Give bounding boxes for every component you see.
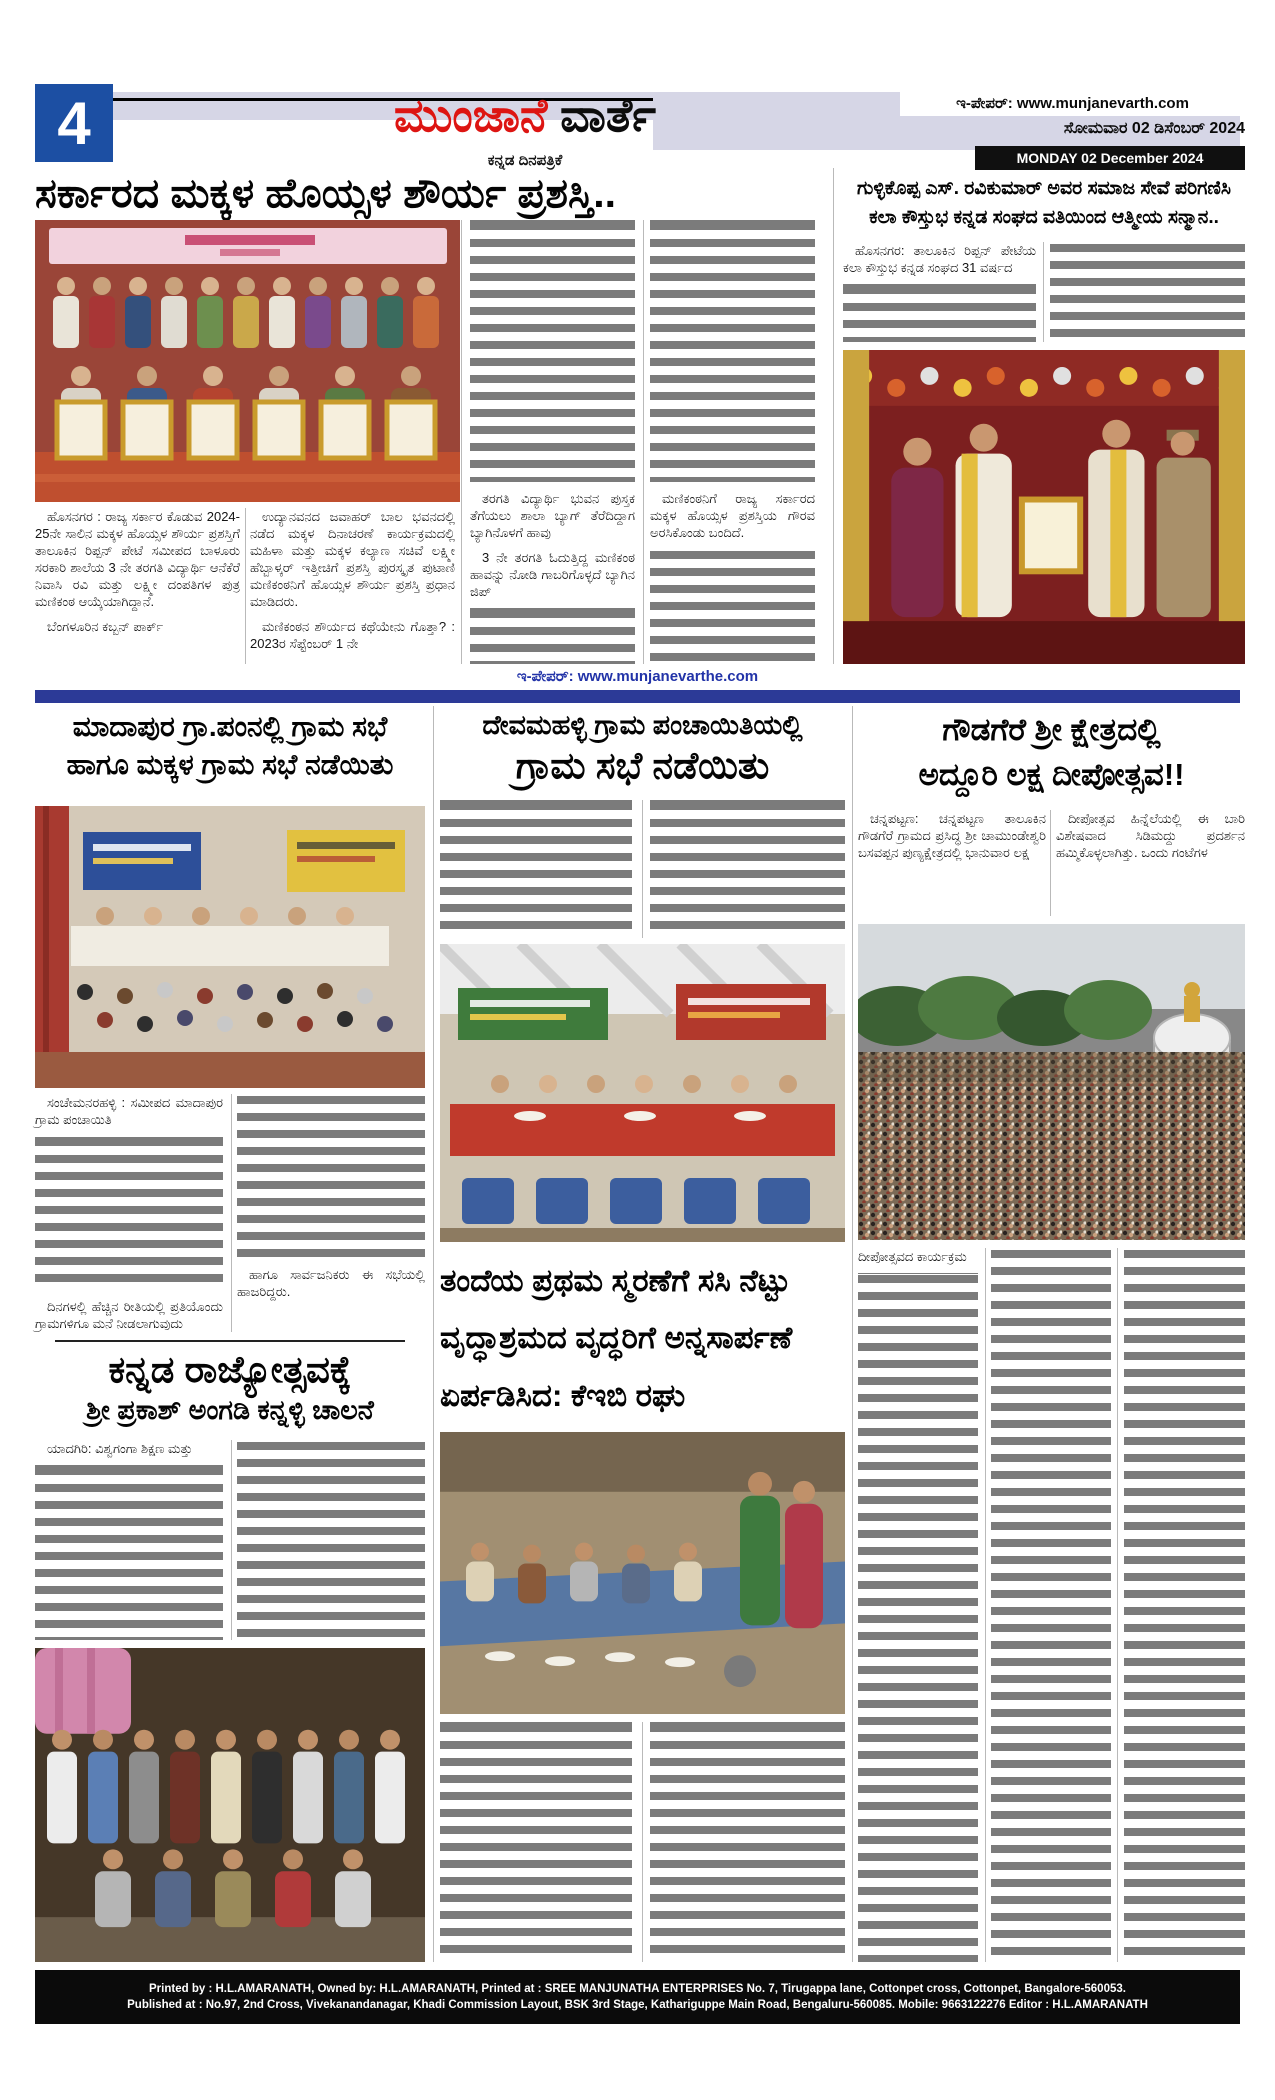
body-text-greeked xyxy=(237,1440,425,1640)
epaper-url-label: ಇ-ಪೇಪರ್: www.munjanevarth.com xyxy=(900,90,1245,116)
gowdagere-para3: ದೀಪೋತ್ಸವದ ಕಾರ್ಯಕ್ರಮ xyxy=(858,1249,967,1264)
body-text-greeked xyxy=(470,608,635,664)
gowdagere-lower-column-2 xyxy=(991,1248,1111,1962)
devamahalli-headline xyxy=(440,708,845,789)
ravikumar-column-1 xyxy=(843,242,1036,342)
mid-epaper-banner-text: ಇ-ಪೇಪರ್: www.munjanevarthe.com xyxy=(516,668,759,685)
ravikumar-headline xyxy=(843,174,1245,233)
body-text-greeked xyxy=(843,284,1036,342)
imprint-line2: Published at : No.97, 2nd Cross, Vivekanandanagar, Khadi Commission Layout, BSK 3rd Stage, Kathariguppe Main Road, Bengaluru-560085. Mobile: 9663122276 Editor : H.L.AMARANATH xyxy=(127,1999,1148,2011)
masthead-title-black: ವಾರ್ತೆ xyxy=(547,89,656,141)
body-text-greeked xyxy=(35,1465,223,1640)
lead-col-a-para2: ಬೆಂಗಳೂರಿನ ಕಬ್ಬನ್ ಪಾರ್ಕ್ xyxy=(47,619,164,634)
lead-col-b-para2: ಮಣಿಕಂಠನ ಶೌರ್ಯದ ಕಥೆಯೇನು ಗೊತ್ತಾ? : 2023ರ ಸೆಪ್ಟೆಂಬರ್ 1 ನೇ xyxy=(250,619,455,651)
madapura-column-2 xyxy=(237,1094,425,1332)
thandeya-headline xyxy=(440,1252,845,1424)
madapura-ending1: ದಿನಗಳಲ್ಲಿ ಹೆಚ್ಚಿನ ರೀತಿಯಲ್ಲಿ ಪ್ರತಿಯೊಂದು ಗ್ರಾಮಗಳಿಗೂ ಮನೆ ನೀಡಲಾಗುವುದು xyxy=(35,1299,223,1331)
column-divider xyxy=(1117,1248,1118,1962)
column-divider xyxy=(461,220,462,664)
column-divider xyxy=(1050,810,1051,916)
date-english: MONDAY 02 December 2024 xyxy=(975,146,1245,170)
article-rule xyxy=(55,1340,405,1342)
body-text-greeked xyxy=(1050,242,1245,342)
ravikumar-headline-line1: ಗುಳ್ಳಿಕೊಪ್ಪ ಎಸ್. ರವಿಕುಮಾರ್ ಅವರ ಸಮಾಜ ಸೇವೆ ಪರಿಗಣಿಸಿ xyxy=(857,178,1231,199)
body-text-greeked xyxy=(991,1248,1111,1962)
gowdagere-headline-line2: ಅದ್ದೂರಿ ಲಕ್ಷ ದೀಪೋತ್ಸವ!! xyxy=(918,756,1185,792)
lead-column-d xyxy=(650,220,815,664)
body-text-greeked xyxy=(440,800,632,938)
body-text-greeked xyxy=(650,800,845,938)
thandeya-headline-line2: ವೃದ್ಧಾಶ್ರಮದ ವೃದ್ಧರಿಗೆ ಅನ್ನಸಾರ್ಪಣೆ xyxy=(440,1320,793,1356)
festival-crowd-illustration xyxy=(858,924,1245,1240)
lead-column-a xyxy=(35,508,240,664)
lead-photo xyxy=(35,220,460,502)
column-divider xyxy=(231,1440,232,1640)
ravikumar-para1: ಹೊಸನಗರ: ತಾಲೂಕಿನ ರಿಪ್ಪನ್ ಪೇಟೆಯ ಕಲಾ ಕೌಸ್ತುಭ ಕನ್ನಡ ಸಂಘದ 31 ವರ್ಷದ xyxy=(843,243,1036,275)
group-photo-illustration xyxy=(35,1648,425,1962)
column-divider xyxy=(643,220,644,664)
body-text-greeked xyxy=(35,1136,223,1290)
body-text-greeked xyxy=(470,220,635,482)
food-serving-illustration xyxy=(440,1432,845,1714)
madapura-headline-line2: ಹಾಗೂ ಮಕ್ಕಳ ಗ್ರಾಮ ಸಭೆ ನಡೆಯಿತು xyxy=(66,748,394,780)
thandeya-column-1 xyxy=(440,1722,632,1962)
thandeya-headline-line1: ತಂದೆಯ ಪ್ರಥಮ ಸ್ಮರಣೆಗೆ ಸಸಿ ನೆಟ್ಟು xyxy=(440,1263,791,1298)
standing-row xyxy=(47,1730,405,1844)
award-ceremony-illustration xyxy=(843,350,1245,664)
rajyotsava-column-1 xyxy=(35,1440,223,1640)
rajyotsava-headline-line1: ಕನ್ನಡ ರಾಜ್ಯೋತ್ಸವಕ್ಕೆ xyxy=(108,1349,352,1390)
lead-column-c xyxy=(470,220,635,664)
devamahalli-headline-line1: ದೇವಮಹಳ್ಳಿ ಗ್ರಾಮ ಪಂಚಾಯಿತಿಯಲ್ಲಿ xyxy=(482,710,803,740)
devamahalli-column-1 xyxy=(440,800,632,938)
trees xyxy=(858,976,1152,1046)
thandeya-headline-line3: ಏರ್ಪಡಿಸಿದ: ಕೆಇಬಿ ರಘು xyxy=(440,1377,686,1413)
gowdagere-photo xyxy=(858,924,1245,1240)
madapura-column-1 xyxy=(35,1094,223,1332)
body-text-greeked xyxy=(858,1273,978,1962)
madapura-para1: ಸಂಚೇಮನರಹಳ್ಳಿ : ಸಮೀಪದ ಮಾದಾಪುರ ಗ್ರಾಮ ಪಂಚಾಯಿತಿ xyxy=(35,1095,223,1127)
body-text-greeked xyxy=(237,1094,425,1258)
column-divider xyxy=(1043,242,1044,342)
ravikumar-headline-line2: ಕಲಾ ಕೌಸ್ತುಭ ಕನ್ನಡ ಸಂಘದ ವತಿಯಿಂದ ಆತ್ಮೀಯ ಸನ್ಮಾನ.. xyxy=(869,207,1219,229)
gowdagere-para1: ಚನ್ನಪಟ್ಟಣ: ಚನ್ನಪಟ್ಟಣ ತಾಲೂಕಿನ ಗೌಡಗೆರೆ ಗ್ರಾಮದ ಪ್ರಸಿದ್ಧ ಶ್ರೀ ಚಾಮುಂಡೇಶ್ವರಿ ಬಸವಪ್ಪನ ಪುಣ್ಯಕ್ಷೇತ್ರದಲ್ಲಿ ಭಾನುವಾರ ಲಕ್ಷ xyxy=(858,811,1046,860)
gowdagere-column-1 xyxy=(858,810,1046,916)
page-number-box xyxy=(35,84,113,162)
grama-sabha-illustration xyxy=(440,944,845,1242)
masthead-title xyxy=(310,89,740,141)
rajyotsava-photo xyxy=(35,1648,425,1962)
section-divider xyxy=(852,706,853,1962)
rajyotsava-headline xyxy=(35,1348,425,1429)
madapura-headline-line1: ಮಾದಾಪುರ ಗ್ರಾ.ಪಂನಲ್ಲಿ ಗ್ರಾಮ ಸಭೆ xyxy=(72,711,388,742)
ravikumar-column-2 xyxy=(1050,242,1245,342)
lead-headline: ಸರ್ಕಾರದ ಮಕ್ಕಳ ಹೊಯ್ಸಳ ಶೌರ್ಯ ಪ್ರಶಸ್ತಿ.. xyxy=(35,170,617,216)
column-divider xyxy=(985,1248,986,1962)
column-divider xyxy=(231,1094,232,1332)
lead-col-c-para2: 3 ನೇ ತರಗತಿ ಓದುತ್ತಿದ್ದ ಮಣಿಕಂಠ ಹಾವನ್ನು ನೋಡಿ ಗಾಬರಿಗೊಳ್ಳದೆ ಬ್ಯಾಗಿನ ಜಿಪ್ xyxy=(470,550,635,599)
page-number: 4 xyxy=(57,89,91,157)
section-divider xyxy=(833,168,834,664)
rajyotsava-column-2 xyxy=(237,1440,425,1640)
madapura-photo xyxy=(35,806,425,1088)
gowdagere-column-2 xyxy=(1056,810,1245,916)
imprint-footer xyxy=(35,1970,1240,2024)
devamahalli-headline-line2: ಗ್ರಾಮ ಸಭೆ ನಡೆಯಿತು xyxy=(515,745,770,787)
ravikumar-photo xyxy=(843,350,1245,664)
rajyotsava-headline-line2: ಶ್ರೀ ಪ್ರಕಾಶ್ ಅಂಗಡಿ ಕನ್ನಳ್ಳಿ ಚಾಲನೆ xyxy=(86,1395,374,1426)
madapura-ending2: ಹಾಗೂ ಸಾರ್ವಜನಿಕರು ಈ ಸಭೆಯಲ್ಲಿ ಹಾಜರಿದ್ದರು. xyxy=(237,1267,425,1299)
thandeya-photo xyxy=(440,1432,845,1714)
lead-col-d-para1: ಮಣಿಕಂಠನಿಗೆ ರಾಜ್ಯ ಸರ್ಕಾರದ ಮಕ್ಕಳ ಹೊಯ್ಸಳ ಪ್ರಶಸ್ತಿಯ ಗೌರವ ಅರಸಿಕೊಂಡು ಬಂದಿದೆ. xyxy=(650,491,815,540)
village-meeting-illustration xyxy=(35,806,425,1088)
devamahalli-photo xyxy=(440,944,845,1242)
body-text-greeked xyxy=(1124,1248,1245,1962)
lead-col-a-para1: ಹೊಸನಗರ : ರಾಜ್ಯ ಸರ್ಕಾರ ಕೊಡುವ 2024-25ನೇ ಸಾಲಿನ ಮಕ್ಕಳ ಹೊಯ್ಸಳ ಶೌರ್ಯ ಪ್ರಶಸ್ತಿಗೆ ತಾಲೂಕಿನ ರಿಪ್ಪನ್ ಪೇಟೆ ಸಮೀಪದ ಬಾಳೂರು ಸರಕಾರಿ ಶಾಲೆಯ 3 ನೇ ತರಗತಿ ವಿದ್ಯಾರ್ಥಿ ಆನೆಕೆರೆ ನಿವಾಸಿ ರವಿ ಮತ್ತು ಲಕ್ಷ್ಮೀ ದಂಪತಿಗಳ ಪುತ್ರ ಮಣಿಕಂಠ ಆಯ್ಕೆಯಾಗಿದ್ದಾನೆ. xyxy=(35,509,240,609)
spacer xyxy=(237,1308,425,1332)
rajyotsava-para1: ಯಾದಗಿರಿ: ವಿಶ್ವಗಂಗಾ ಶಿಕ್ಷಣ ಮತ್ತು xyxy=(47,1441,193,1456)
gowdagere-headline-line1: ಗೌಡಗೆರೆ ಶ್ರೀ ಕ್ಷೇತ್ರದಲ್ಲಿ xyxy=(942,712,1161,747)
madapura-headline xyxy=(35,708,425,784)
lead-photo-illustration xyxy=(35,220,460,502)
date-kannada: ಸೋಮವಾರ 02 ಡಿಸೆಂಬರ್ 2024 xyxy=(1063,120,1245,137)
gowdagere-para2: ದೀಪೋತ್ಸವ ಹಿನ್ನೆಲೆಯಲ್ಲಿ ಈ ಬಾರಿ ವಿಶೇಷವಾದ ಸಿಡಿಮದ್ದು ಪ್ರದರ್ಶನ ಹಮ್ಮಿಕೊಳ್ಳಲಾಗಿತ್ತು. ಒಂದು ಗಂಟೆಗಳ xyxy=(1056,811,1245,860)
body-text-greeked xyxy=(440,1722,632,1962)
column-divider xyxy=(245,508,246,664)
body-text-greeked xyxy=(650,549,815,664)
gowdagere-headline xyxy=(858,708,1245,798)
lead-column-b xyxy=(250,508,455,664)
masthead-title-red: ಮುಂಜಾನೆ xyxy=(394,89,548,141)
lead-col-c-para1: ತರಗತಿ ವಿದ್ಯಾರ್ಥಿ ಭುವನ ಪುಸ್ತಕ ತೆಗೆಯಲು ಶಾಲಾ ಬ್ಯಾಗ್ ತೆರೆದಿದ್ದಾಗ ಬ್ಯಾಗಿನೊಳಗೆ ಹಾವು xyxy=(470,491,635,540)
gowdagere-lower-column-3 xyxy=(1124,1248,1245,1962)
imprint-line1: Printed by : H.L.AMARANATH, Owned by: H.L.AMARANATH, Printed at : SREE MANJUNATHA ENTERPRISES No. 7, Tirugappa lane, Cottonpet cross, Cottonpet, Bangalore-560053. xyxy=(149,1983,1126,1995)
devamahalli-column-2 xyxy=(650,800,845,938)
section-divider xyxy=(433,706,434,1962)
thandeya-column-2 xyxy=(650,1722,845,1962)
body-text-greeked xyxy=(650,1722,845,1962)
blue-divider-bar xyxy=(35,690,1240,703)
column-divider xyxy=(642,800,643,938)
lead-col-b-para1: ಉದ್ಯಾನವನದ ಜವಾಹರ್ ಬಾಲ ಭವನದಲ್ಲಿ ನಡೆದ ಮಕ್ಕಳ ದಿನಾಚರಣೆ ಕಾರ್ಯಕ್ರಮದಲ್ಲಿ ಮಹಿಳಾ ಮತ್ತು ಮಕ್ಕಳ ಕಲ್ಯಾಣ ಸಚಿವೆ ಲಕ್ಷ್ಮೀ ಹೆಬ್ಬಾಳ್ಕರ್ ಇತ್ತೀಚಿಗೆ ಪ್ರಶಸ್ತಿ ಪುರಸ್ಕೃತ ಪುಟಾಣಿ ಮಣಿಕಂಠನಿಗೆ ಹೊಯ್ಸಳ ಶೌರ್ಯ ಪ್ರಶಸ್ತಿ ಪ್ರಧಾನ ಮಾಡಿದರು. xyxy=(250,509,455,609)
body-text-greeked xyxy=(650,220,815,482)
column-divider xyxy=(642,1722,643,1962)
gowdagere-lower-column-1 xyxy=(858,1248,978,1962)
masthead-tagline: ಕನ್ನಡ ದಿನಪತ್ರಿಕೆ xyxy=(487,152,563,169)
